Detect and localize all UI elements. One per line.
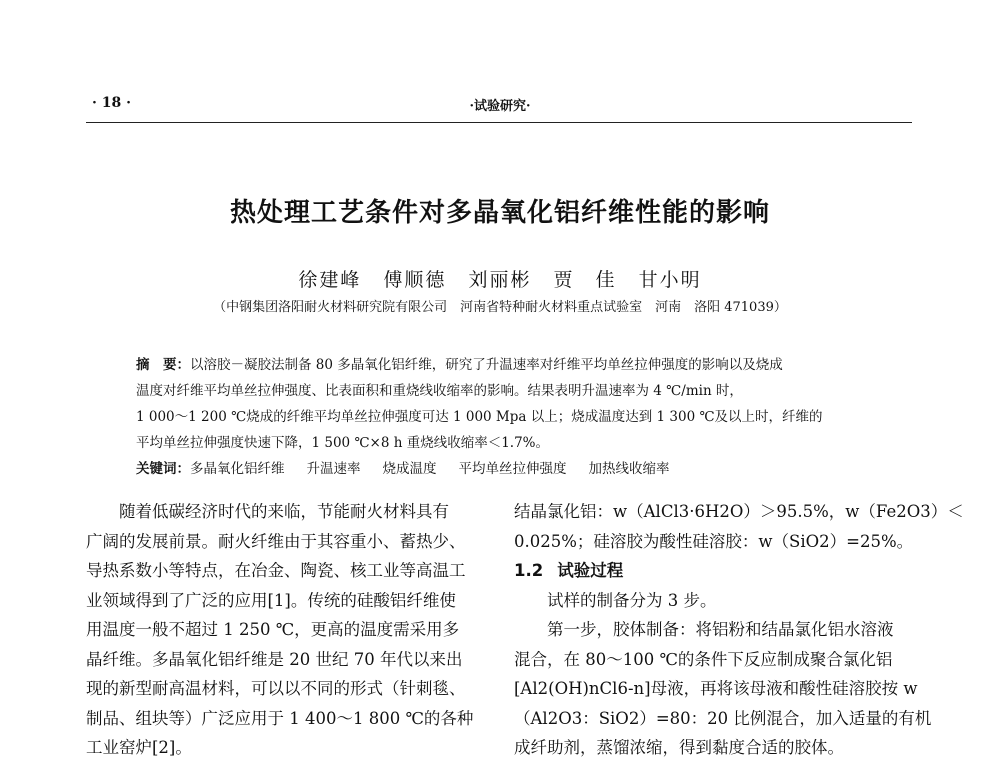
author-name: 徐建峰 — [298, 269, 362, 291]
body-line: [Al2(OH)nCl6-n]母液，再将该母液和酸性硅溶胶按 w — [514, 679, 918, 698]
body-line: 用温度一般不超过 1 250 ℃，更高的温度需采用多 — [86, 620, 460, 639]
body-line: 第一步，胶体制备：将铝粉和结晶氯化铝水溶液 — [547, 620, 894, 639]
author-name: 甘小明 — [638, 269, 702, 291]
right-column — [514, 497, 964, 763]
body-line: 混合，在 80～100 ℃的条件下反应制成聚合氯化铝 — [514, 649, 893, 669]
body-line: 晶纤维。多晶氧化铝纤维是 20 世纪 70 年代以来出 — [86, 649, 463, 669]
author-name: 刘丽彬 — [468, 269, 532, 291]
body-line: （Al2O3：SiO2）=80：20 比例混合，加入适量的有机 — [514, 708, 932, 728]
keyword: 升温速率 — [306, 461, 361, 477]
section-heading — [514, 556, 916, 586]
author-name: 贾 佳 — [553, 269, 617, 291]
header-rule — [86, 122, 912, 123]
keyword: 烧成温度 — [382, 461, 437, 477]
abstract-line: 1 000～1 200 ℃烧成的纤维平均单丝拉伸强度可达 1 000 Mpa 以上；烧成温度达到 1 300 ℃及以上时，纤维的 — [136, 409, 823, 425]
abstract-label: 摘 要： — [136, 357, 190, 373]
author-list — [0, 265, 1000, 292]
body-line: 广阔的发展前景。耐火纤维由于其容重小、蓄热少、 — [86, 531, 466, 551]
abstract-line: 平均单丝拉伸强度快速下降，1 500 ℃×8 h 重烧线收缩率＜1.7%。 — [136, 435, 550, 451]
page-number: · 18 · — [92, 95, 131, 111]
keywords-label: 关键词： — [136, 461, 190, 477]
body-line: 成纤助剂，蒸馏浓缩，得到黏度合适的胶体。 — [514, 738, 844, 757]
abstract-line — [136, 352, 870, 378]
abstract-block — [136, 352, 870, 482]
keyword: 加热线收缩率 — [588, 461, 670, 477]
body-line: 0.025%；硅溶胶为酸性硅溶胶：w（SiO2）=25%。 — [514, 531, 914, 551]
section-heading-text: 试验过程 — [557, 561, 624, 580]
author-name: 傅顺德 — [383, 269, 447, 291]
body-line: 现的新型耐高温材料，可以以不同的形式（针刺毯、 — [86, 679, 466, 698]
section-label: ·试验研究· — [469, 99, 531, 114]
body-line: 试样的制备分为 3 步。 — [547, 590, 717, 610]
body-line: 制品、组块等）广泛应用于 1 400～1 800 ℃的各种 — [86, 708, 474, 728]
article-title: 热处理工艺条件对多晶氧化铝纤维性能的影响 — [229, 198, 770, 228]
abstract-line: 温度对纤维平均单丝拉伸强度、比表面积和重烧线收缩率的影响。结果表明升温速率为 4 ℃/min 时， — [136, 383, 743, 399]
body-line: 工业窑炉[2]。 — [86, 738, 192, 757]
keywords-line — [136, 456, 870, 482]
affiliation: （中钢集团洛阳耐火材料研究院有限公司 河南省特种耐火材料重点试验室 河南 洛阳 471039） — [213, 300, 787, 315]
section-number: 1.2 — [514, 561, 544, 580]
abstract-text: 以溶胶－凝胶法制备 80 多晶氧化铝纤维，研究了升温速率对纤维平均单丝拉伸强度的影响以及烧成 — [190, 357, 783, 373]
body-line: 业领域得到了广泛的应用[1]。传统的硅酸铝纤维使 — [86, 590, 456, 610]
keyword: 平均单丝拉伸强度 — [458, 461, 567, 477]
keyword: 多晶氧化铝纤维 — [190, 461, 285, 477]
body-line: 结晶氯化铝：w（AlCl3·6H2O）＞95.5%，w（Fe2O3）＜ — [514, 502, 964, 521]
body-line: 导热系数小等特点，在冶金、陶瓷、核工业等高温工 — [86, 561, 466, 580]
left-column — [86, 497, 490, 763]
body-line: 随着低碳经济时代的来临，节能耐火材料具有 — [119, 502, 449, 521]
